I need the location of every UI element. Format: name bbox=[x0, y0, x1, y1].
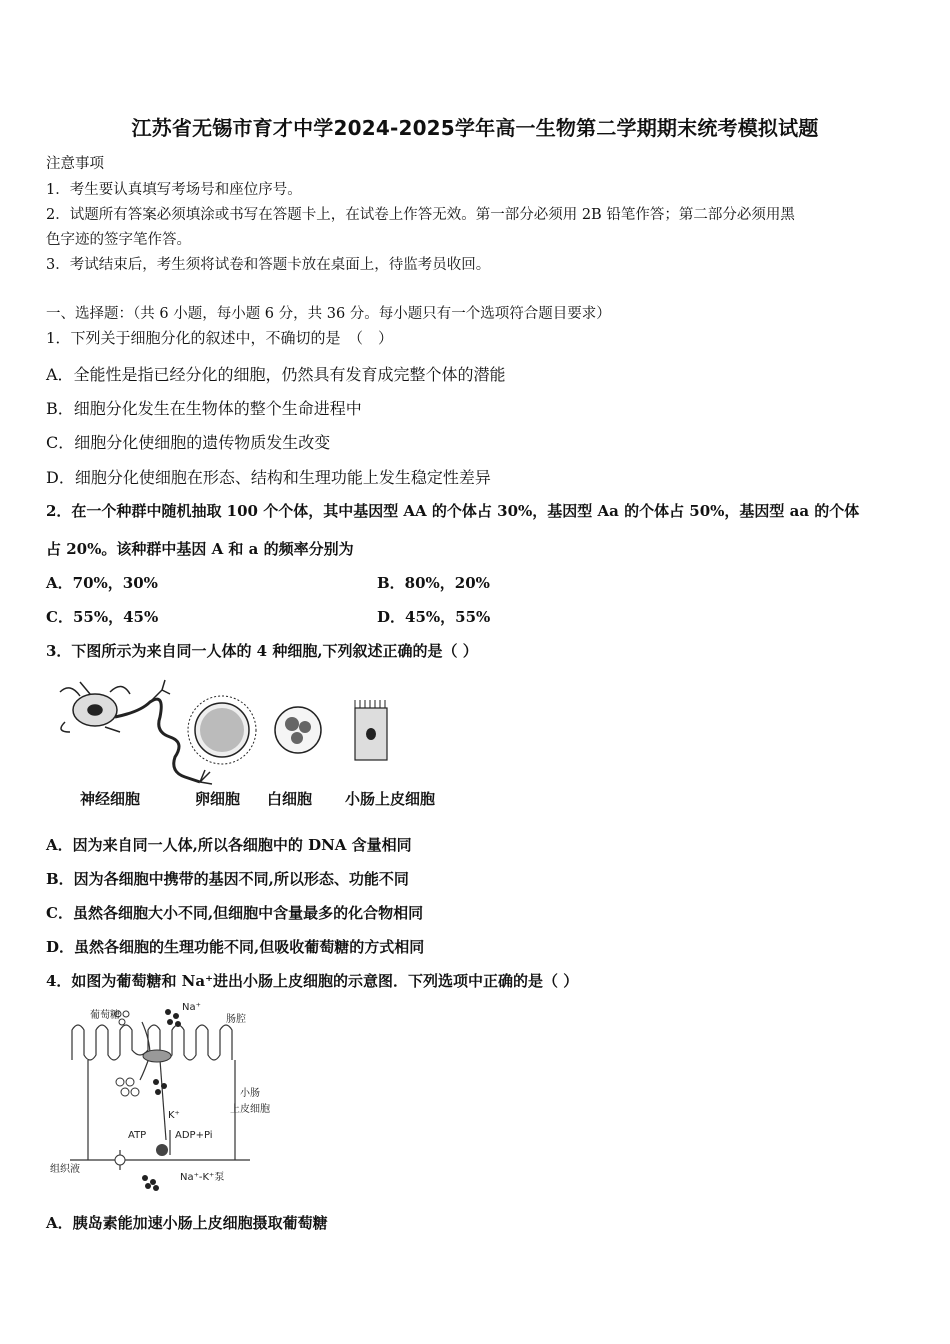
q3-option-d: D．虽然各细胞的生理功能不同,但吸收葡萄糖的方式相同 bbox=[46, 938, 425, 956]
q1-option-b: B．细胞分化发生在生物体的整个生命进程中 bbox=[46, 399, 362, 418]
label-atp: ATP bbox=[128, 1130, 147, 1141]
label-egg: 卵细胞 bbox=[195, 790, 241, 808]
note-item: 2．试题所有答案必须填涂或书写在答题卡上，在试卷上作答无效。第一部分必须用 2B 铅笔作答；第二部分必须用黑 bbox=[46, 207, 795, 223]
notes-heading: 注意事项 bbox=[46, 156, 104, 172]
q2-option-b: B．80%，20% bbox=[377, 574, 490, 592]
label-white-blood-cell: 白细胞 bbox=[267, 790, 313, 808]
note-item: 色字迹的签字笔作答。 bbox=[46, 232, 191, 248]
label-na-k-pump: Na⁺-K⁺泵 bbox=[180, 1172, 225, 1183]
q4-option-a: A．胰岛素能加速小肠上皮细胞摄取葡萄糖 bbox=[46, 1214, 328, 1232]
q4-transport-figure bbox=[50, 1000, 290, 1200]
q1-option-d: D．细胞分化使细胞在形态、结构和生理功能上发生稳定性差异 bbox=[46, 468, 491, 487]
q1-stem: 1．下列关于细胞分化的叙述中，不确切的是 （ ） bbox=[46, 329, 394, 347]
label-tissue-fluid: 组织液 bbox=[50, 1164, 80, 1175]
q4-stem: 4．如图为葡萄糖和 Na⁺进出小肠上皮细胞的示意图．下列选项中正确的是（ ） bbox=[46, 972, 579, 990]
q1-option-a: A．全能性是指已经分化的细胞，仍然具有发育成完整个体的潜能 bbox=[46, 365, 506, 384]
epithelial-cell-drawing bbox=[355, 700, 387, 760]
egg-drawing bbox=[188, 696, 256, 764]
label-cell-line1: 小肠 bbox=[240, 1088, 260, 1099]
label-cell-line2: 上皮细胞 bbox=[230, 1104, 270, 1115]
label-neuron: 神经细胞 bbox=[80, 790, 141, 808]
label-na: Na⁺ bbox=[182, 1002, 201, 1013]
label-glucose: 葡萄糖 bbox=[90, 1010, 120, 1021]
label-adp: ADP+Pi bbox=[175, 1130, 213, 1141]
section-heading: 一、选择题：（共 6 小题，每小题 6 分，共 36 分。每小题只有一个选项符合题目要求） bbox=[46, 306, 611, 322]
label-epithelial-cell: 小肠上皮细胞 bbox=[345, 790, 436, 808]
q2-stem-line2: 占 20%。该种群中基因 A 和 a 的频率分别为 bbox=[46, 540, 354, 558]
q2-option-d: D．45%，55% bbox=[377, 608, 491, 626]
label-lumen: 肠腔 bbox=[226, 1014, 246, 1025]
q2-option-a: A．70%，30% bbox=[46, 574, 158, 592]
q3-option-c: C．虽然各细胞大小不同,但细胞中含量最多的化合物相同 bbox=[46, 904, 424, 922]
q3-option-a: A．因为来自同一人体,所以各细胞中的 DNA 含量相同 bbox=[46, 836, 412, 854]
page-title: 江苏省无锡市育才中学2024-2025学年高一生物第二学期期末统考模拟试题 bbox=[131, 116, 819, 140]
q2-stem-line1: 2．在一个种群中随机抽取 100 个个体，其中基因型 AA 的个体占 30%，基因型 Aa 的个体占 50%，基因型 aa 的个体 bbox=[46, 502, 860, 520]
cells-illustration bbox=[50, 672, 470, 787]
note-item: 1．考生要认真填写考场号和座位序号。 bbox=[46, 182, 302, 198]
q3-cells-figure bbox=[50, 672, 470, 812]
q2-option-c: C．55%，45% bbox=[46, 608, 159, 626]
neuron-drawing bbox=[60, 680, 212, 784]
q1-option-c: C．细胞分化使细胞的遗传物质发生改变 bbox=[46, 433, 331, 452]
white-blood-cell-drawing bbox=[275, 707, 321, 753]
q3-stem: 3．下图所示为来自同一人体的 4 种细胞,下列叙述正确的是（ ） bbox=[46, 642, 478, 660]
note-item: 3．考试结束后，考生须将试卷和答题卡放在桌面上，待监考员收回。 bbox=[46, 257, 491, 273]
label-k: K⁺ bbox=[168, 1110, 180, 1121]
q3-option-b: B．因为各细胞中携带的基因不同,所以形态、功能不同 bbox=[46, 870, 409, 888]
